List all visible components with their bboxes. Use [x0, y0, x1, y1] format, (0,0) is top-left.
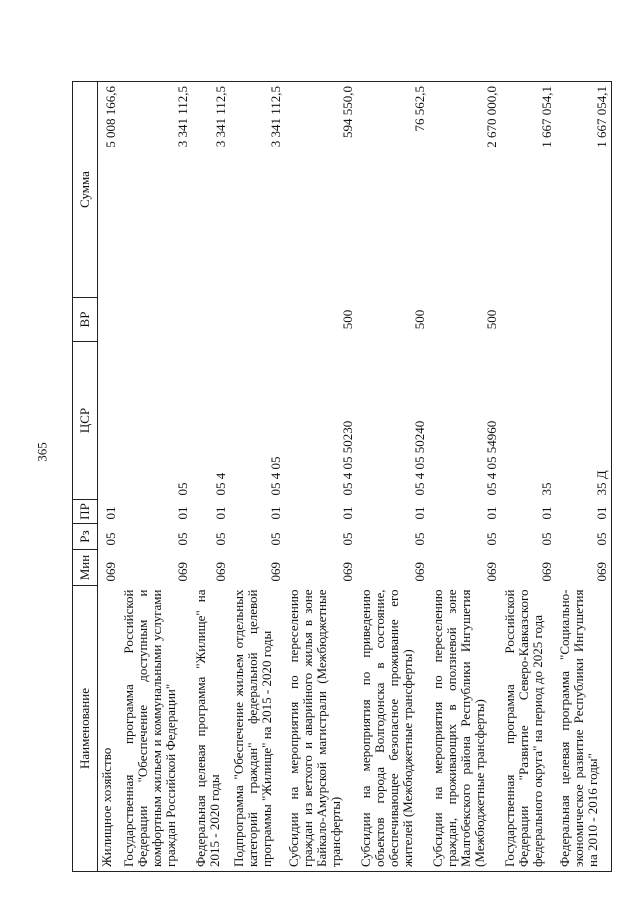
row-pr: 01 [102, 506, 118, 520]
row-csr: 05 4 05 50240 [411, 420, 427, 496]
row-name: Субсидии на мероприятия по переселению граждан из ветхого и аварийного жилья в зоне Байкало-Амурской магистрали (Межбюджетные трансферты) [285, 586, 357, 872]
row-rz: 05 [556, 524, 612, 550]
row-vr [556, 298, 612, 342]
row-rz: 05 [339, 532, 355, 546]
row-vr [501, 298, 556, 342]
row-csr: 35 [538, 482, 554, 496]
row-sum: 594 550,0 [285, 82, 357, 298]
row-name: Субсидии на мероприятия по переселению граждан, проживающих в оползневой зоне Малгобекского района Республики Ингушетия (Межбюджетные трансферты) [429, 586, 501, 872]
table-row [285, 82, 357, 872]
row-rz: 05 [267, 532, 283, 546]
row-min: 069 [174, 562, 190, 582]
row-min: 069 [102, 562, 118, 582]
row-sum: 76 562,5 [357, 82, 429, 298]
row-csr: 05 4 05 50230 [339, 420, 355, 496]
table-row [501, 82, 556, 872]
row-name: Федеральная целевая программа "Жилище" на 2015 - 2020 годы [192, 586, 230, 872]
row-sum: 3 341 112,5 [230, 82, 285, 298]
row-csr: 35 Д [556, 342, 612, 500]
table-row [429, 82, 501, 872]
row-name: Подпрограмма "Обеспечение жильем отдельных категорий граждан" федеральной целевой программы "Жилище" на 2015 - 2020 годы [230, 586, 285, 872]
row-csr: 05 4 [212, 472, 228, 496]
table-row [192, 82, 230, 872]
row-csr [98, 342, 120, 500]
row-csr: 05 4 05 [267, 456, 283, 496]
row-rz: 05 [411, 532, 427, 546]
table-row [230, 82, 285, 872]
row-name: Федеральная целевая программа "Социально-экономическое развитие Республики Ингушетия на 2010 - 2016 годы" [556, 586, 612, 872]
row-vr [230, 298, 285, 342]
table-row [120, 82, 192, 872]
row-rz: 05 [483, 532, 499, 546]
row-min: 069 [411, 562, 427, 582]
row-min: 069 [538, 562, 554, 582]
table-row [98, 82, 120, 872]
row-pr: 01 [267, 506, 283, 520]
row-min: 069 [483, 562, 499, 582]
row-pr: 01 [174, 506, 190, 520]
header-min: Мин [73, 550, 98, 586]
row-vr: 500 [339, 309, 355, 330]
row-sum: 3 341 112,5 [192, 82, 230, 298]
row-csr: 05 [174, 482, 190, 496]
row-rz: 05 [102, 532, 118, 546]
page-number: 365 [34, 442, 50, 462]
row-vr [98, 298, 120, 342]
row-vr [120, 298, 192, 342]
table-header-row [73, 82, 98, 872]
table-row [556, 82, 612, 872]
row-rz: 05 [212, 532, 228, 546]
row-name: Государственная программа Российской Федерации "Обеспечение доступным и комфортным жильем и коммунальными услугами граждан Российской Федерации" [120, 586, 192, 872]
row-min: 069 [556, 550, 612, 586]
row-pr: 01 [212, 506, 228, 520]
row-vr: 500 [483, 309, 499, 330]
row-rz: 05 [538, 532, 554, 546]
header-sum: Сумма [73, 82, 98, 298]
row-pr: 01 [556, 500, 612, 524]
row-csr: 05 4 05 54960 [483, 420, 499, 496]
row-sum: 1 667 054,1 [501, 82, 556, 298]
row-name: Государственная программа Российской Федерации "Развитие Северо-Кавказского федерального округа" на период до 2025 года [501, 586, 556, 872]
header-vr: ВР [73, 298, 98, 342]
row-pr: 01 [483, 506, 499, 520]
row-name: Жилищное хозяйство [98, 586, 120, 872]
rotated-table-container [72, 82, 612, 872]
header-pr: ПР [73, 500, 98, 524]
row-min: 069 [267, 562, 283, 582]
row-pr: 01 [538, 506, 554, 520]
table-row [357, 82, 429, 872]
row-vr: 500 [411, 309, 427, 330]
row-min: 069 [212, 562, 228, 582]
row-sum: 2 670 000,0 [429, 82, 501, 298]
row-pr: 01 [411, 506, 427, 520]
budget-table [72, 81, 612, 872]
header-name: Наименование [73, 586, 98, 872]
row-min: 069 [339, 562, 355, 582]
row-sum: 1 667 054,1 [556, 82, 612, 298]
header-csr: ЦСР [73, 342, 98, 500]
header-rz: Рз [73, 524, 98, 550]
row-sum: 3 341 112,5 [120, 82, 192, 298]
row-rz: 05 [174, 532, 190, 546]
row-pr: 01 [339, 506, 355, 520]
row-sum: 5 008 166,6 [98, 82, 120, 298]
row-vr [192, 298, 230, 342]
row-name: Субсидии на мероприятия по приведению объектов города Волгодонска в состояние, обеспечивающее безопасное проживание его жителей (Межбюджетные трансферты) [357, 586, 429, 872]
